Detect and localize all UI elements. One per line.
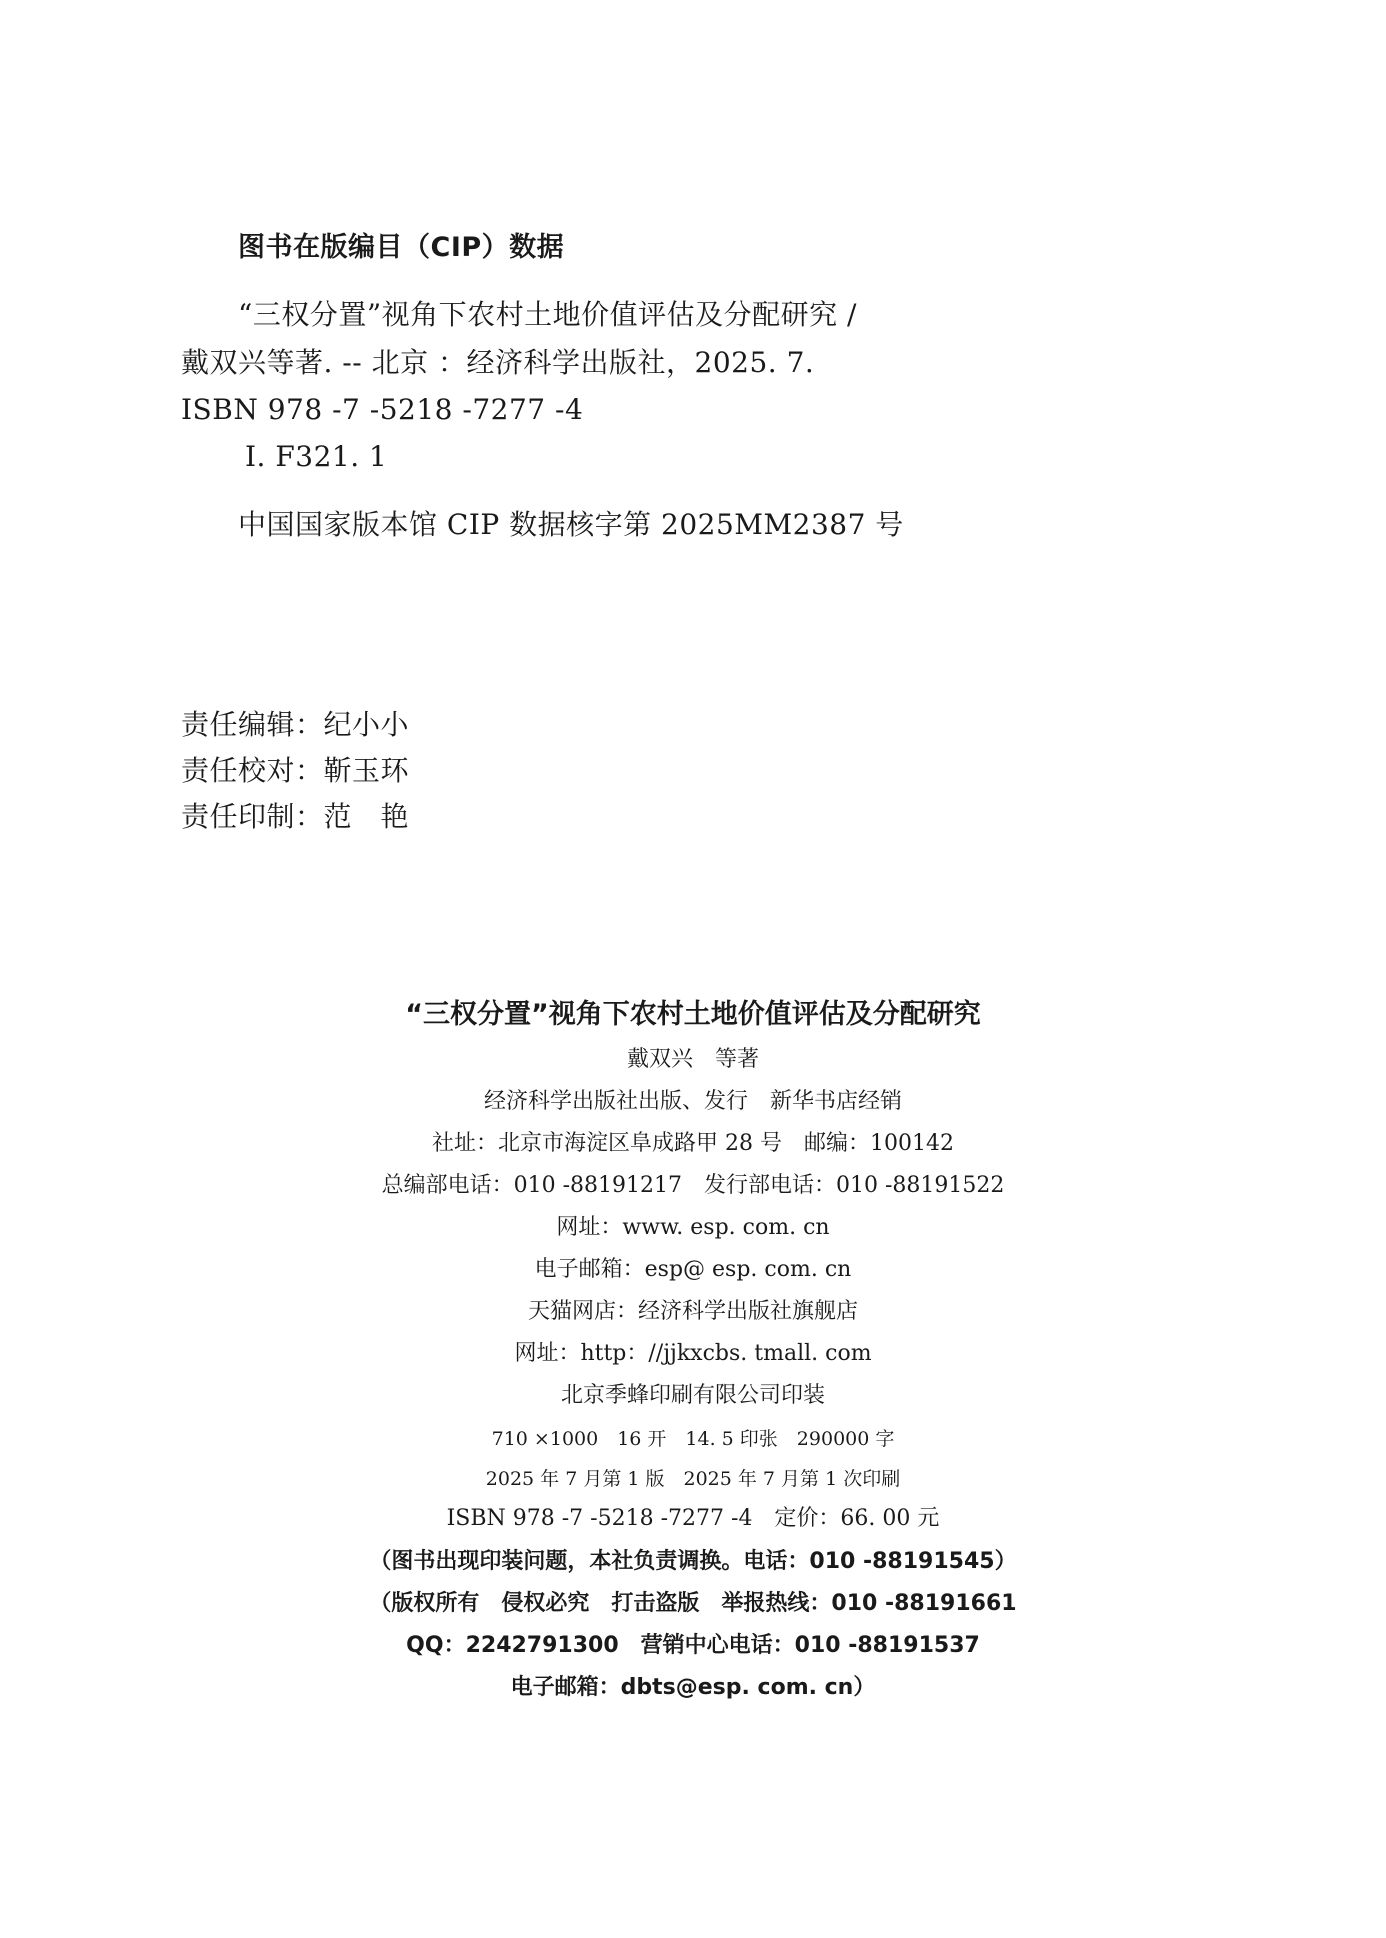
colophon-notice-email: 电子邮箱：dbts@esp. com. cn） [510,1675,876,1700]
colophon-format: 710 ×1000 16 开 14. 5 印张 290000 字 [491,1428,895,1450]
cip-class-line: Ⅰ. F321. 1 [245,440,388,473]
colophon-tmall-store: 天猫网店：经济科学出版社旗舰店 [527,1299,858,1324]
colophon-notice-replacement: （图书出现印装问题，本社负责调换。电话：010 -88191545） [369,1549,1017,1574]
cip-library-line: 中国国家版本馆 CIP 数据核字第 2025MM2387 号 [238,508,904,541]
colophon-authors: 戴双兴 等著 [626,1047,759,1072]
colophon-edition: 2025 年 7 月第 1 版 2025 年 7 月第 1 次印刷 [485,1468,901,1490]
colophon-notice-qq: QQ：2242791300 营销中心电话：010 -88191537 [406,1633,980,1658]
responsible-editor: 责任编辑：纪小小 [181,708,410,741]
colophon-isbn-price: ISBN 978 -7 -5218 -7277 -4 定价：66. 00 元 [446,1506,940,1531]
cip-author-line: 戴双兴等著. -- 北京 ：经济科学出版社，2025. 7. [181,346,815,379]
colophon-email: 电子邮箱：esp@ esp. com. cn [534,1257,852,1282]
colophon-phones: 总编部电话：010 -88191217 发行部电话：010 -88191522 [381,1173,1005,1198]
colophon-address: 社址：北京市海淀区阜成路甲 28 号 邮编：100142 [432,1131,954,1156]
cip-isbn-line: ISBN 978 -7 -5218 -7277 -4 [181,393,584,426]
colophon-website: 网址：www. esp. com. cn [556,1215,830,1240]
responsible-printing: 责任印制：范 艳 [181,800,410,833]
colophon-publisher: 经济科学出版社出版、发行 新华书店经销 [483,1089,902,1114]
colophon-tmall-url: 网址：http：//jjkxcbs. tmall. com [514,1341,872,1366]
colophon-book-title: “三权分置”视角下农村土地价值评估及分配研究 [405,999,981,1030]
colophon-printer: 北京季蜂印刷有限公司印装 [560,1383,825,1408]
cip-heading: 图书在版编目（CIP）数据 [238,232,565,263]
colophon-notice-copyright: （版权所有 侵权必究 打击盗版 举报热线：010 -88191661 [369,1591,1017,1616]
responsible-proofreader: 责任校对：靳玉环 [181,754,410,787]
cip-title-line: “三权分置”视角下农村土地价值评估及分配研究 / [238,298,857,331]
